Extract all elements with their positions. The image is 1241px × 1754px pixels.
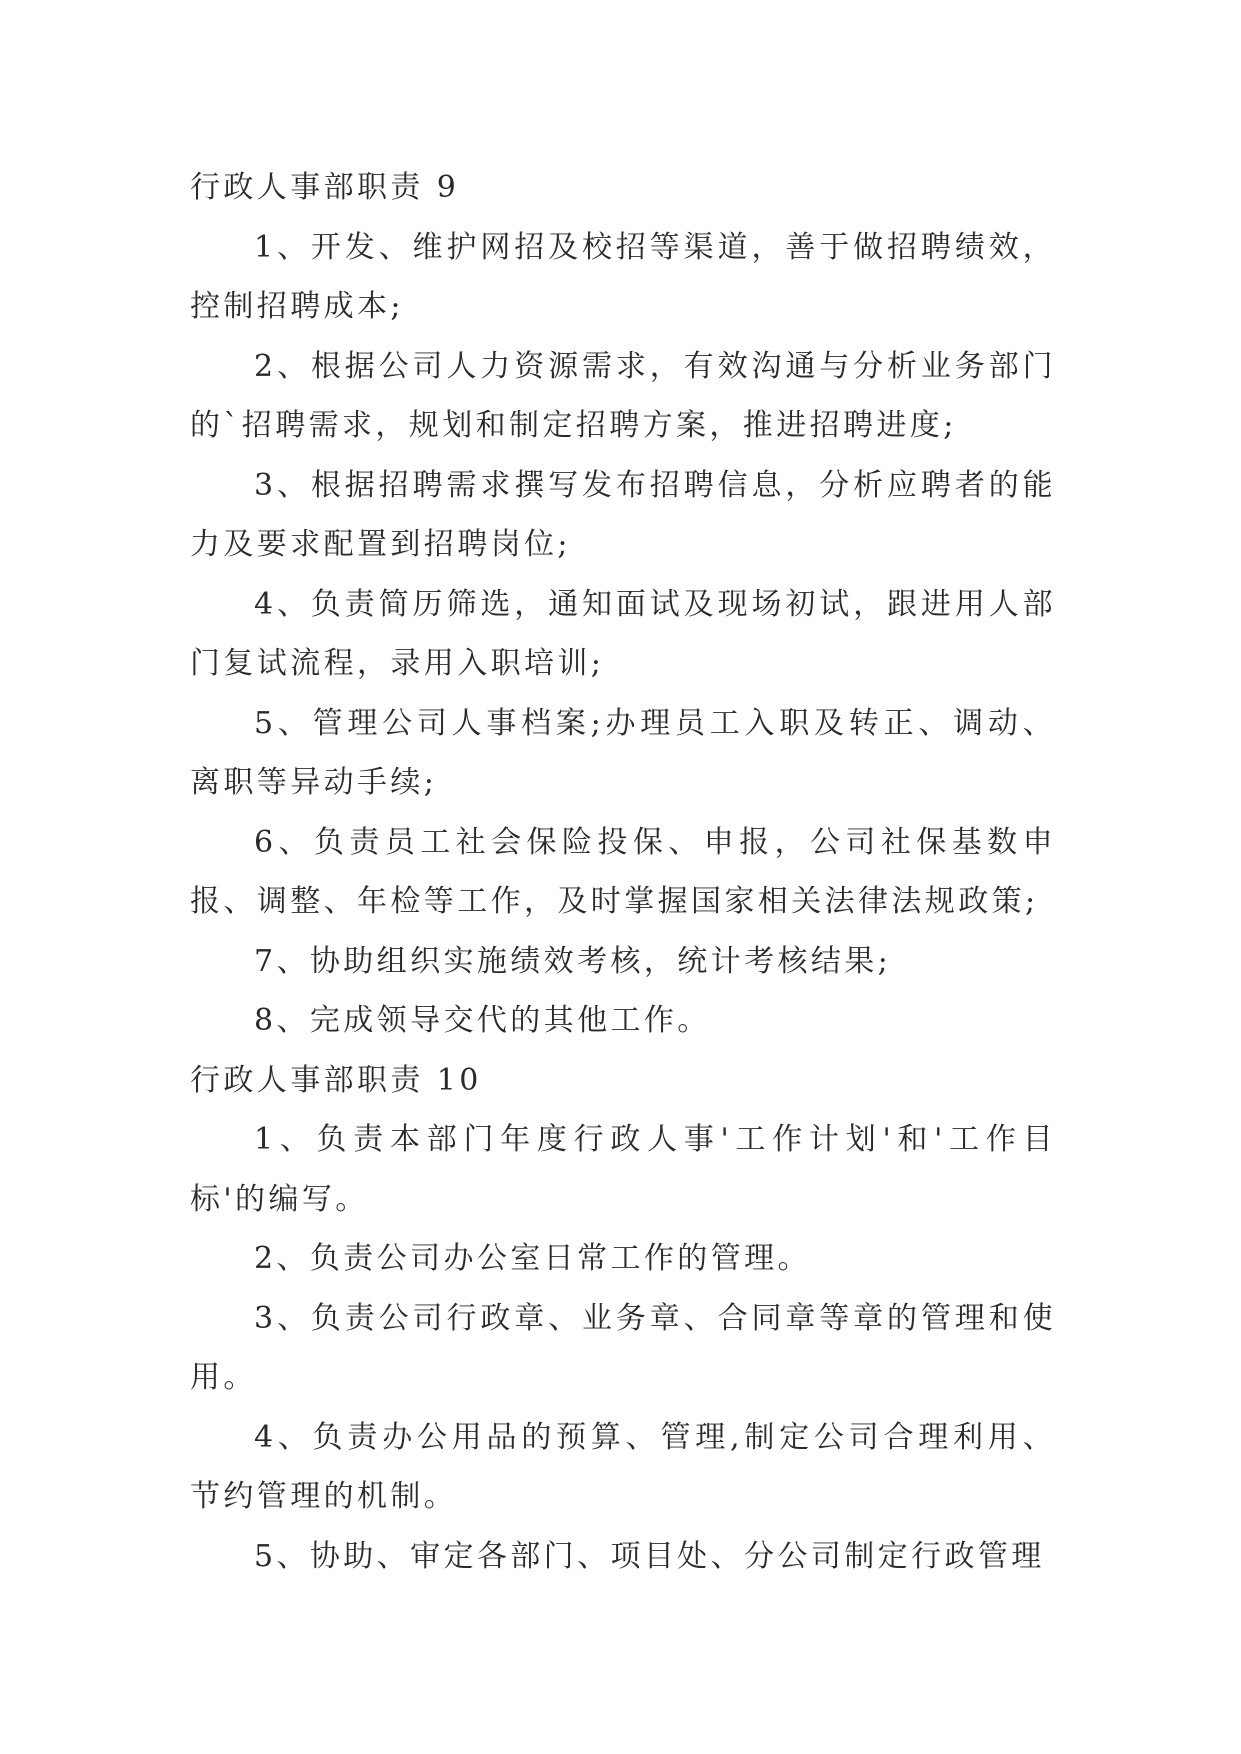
duty-item: 1、开发、维护网招及校招等渠道，善于做招聘绩效，控制招聘成本;: [190, 229, 1056, 324]
section-heading: 行政人事部职责 9: [190, 170, 460, 205]
section-heading: 行政人事部职责 10: [190, 1062, 482, 1098]
duty-item: 3、负责公司行政章、业务章、合同章等章的管理和使用。: [190, 1300, 1056, 1395]
document-body: [190, 158, 1056, 1586]
duty-item: 6、负责员工社会保险投保、申报，公司社保基数申报、调整、年检等工作，及时掌握国家相关法律法规政策;: [190, 824, 1056, 919]
duty-item: 1、负责本部门年度行政人事'工作计划'和'工作目标'的编写。: [190, 1122, 1056, 1217]
duty-item: 5、管理公司人事档案;办理员工入职及转正、调动、离职等异动手续;: [190, 705, 1056, 800]
duty-item: 4、负责办公用品的预算、管理,制定公司合理利用、节约管理的机制。: [190, 1419, 1056, 1514]
section-duties-9: [190, 158, 1056, 1051]
duty-item: 2、负责公司办公室日常工作的管理。: [254, 1241, 811, 1276]
duty-item: 5、协助、审定各部门、项目处、分公司制定行政管理: [254, 1538, 1045, 1574]
duty-item: 4、负责简历筛选，通知面试及现场初试，跟进用人部门复试流程，录用入职培训;: [190, 586, 1056, 681]
duty-item: 7、协助组织实施绩效考核，统计考核结果;: [254, 943, 892, 979]
section-duties-10: [190, 1051, 1056, 1587]
duty-item: 3、根据招聘需求撰写发布招聘信息，分析应聘者的能力及要求配置到招聘岗位;: [190, 467, 1056, 562]
duty-item: 2、根据公司人力资源需求，有效沟通与分析业务部门的`招聘需求，规划和制定招聘方案，推进招聘进度;: [190, 348, 1056, 443]
duty-item: 8、完成领导交代的其他工作。: [254, 1003, 711, 1038]
